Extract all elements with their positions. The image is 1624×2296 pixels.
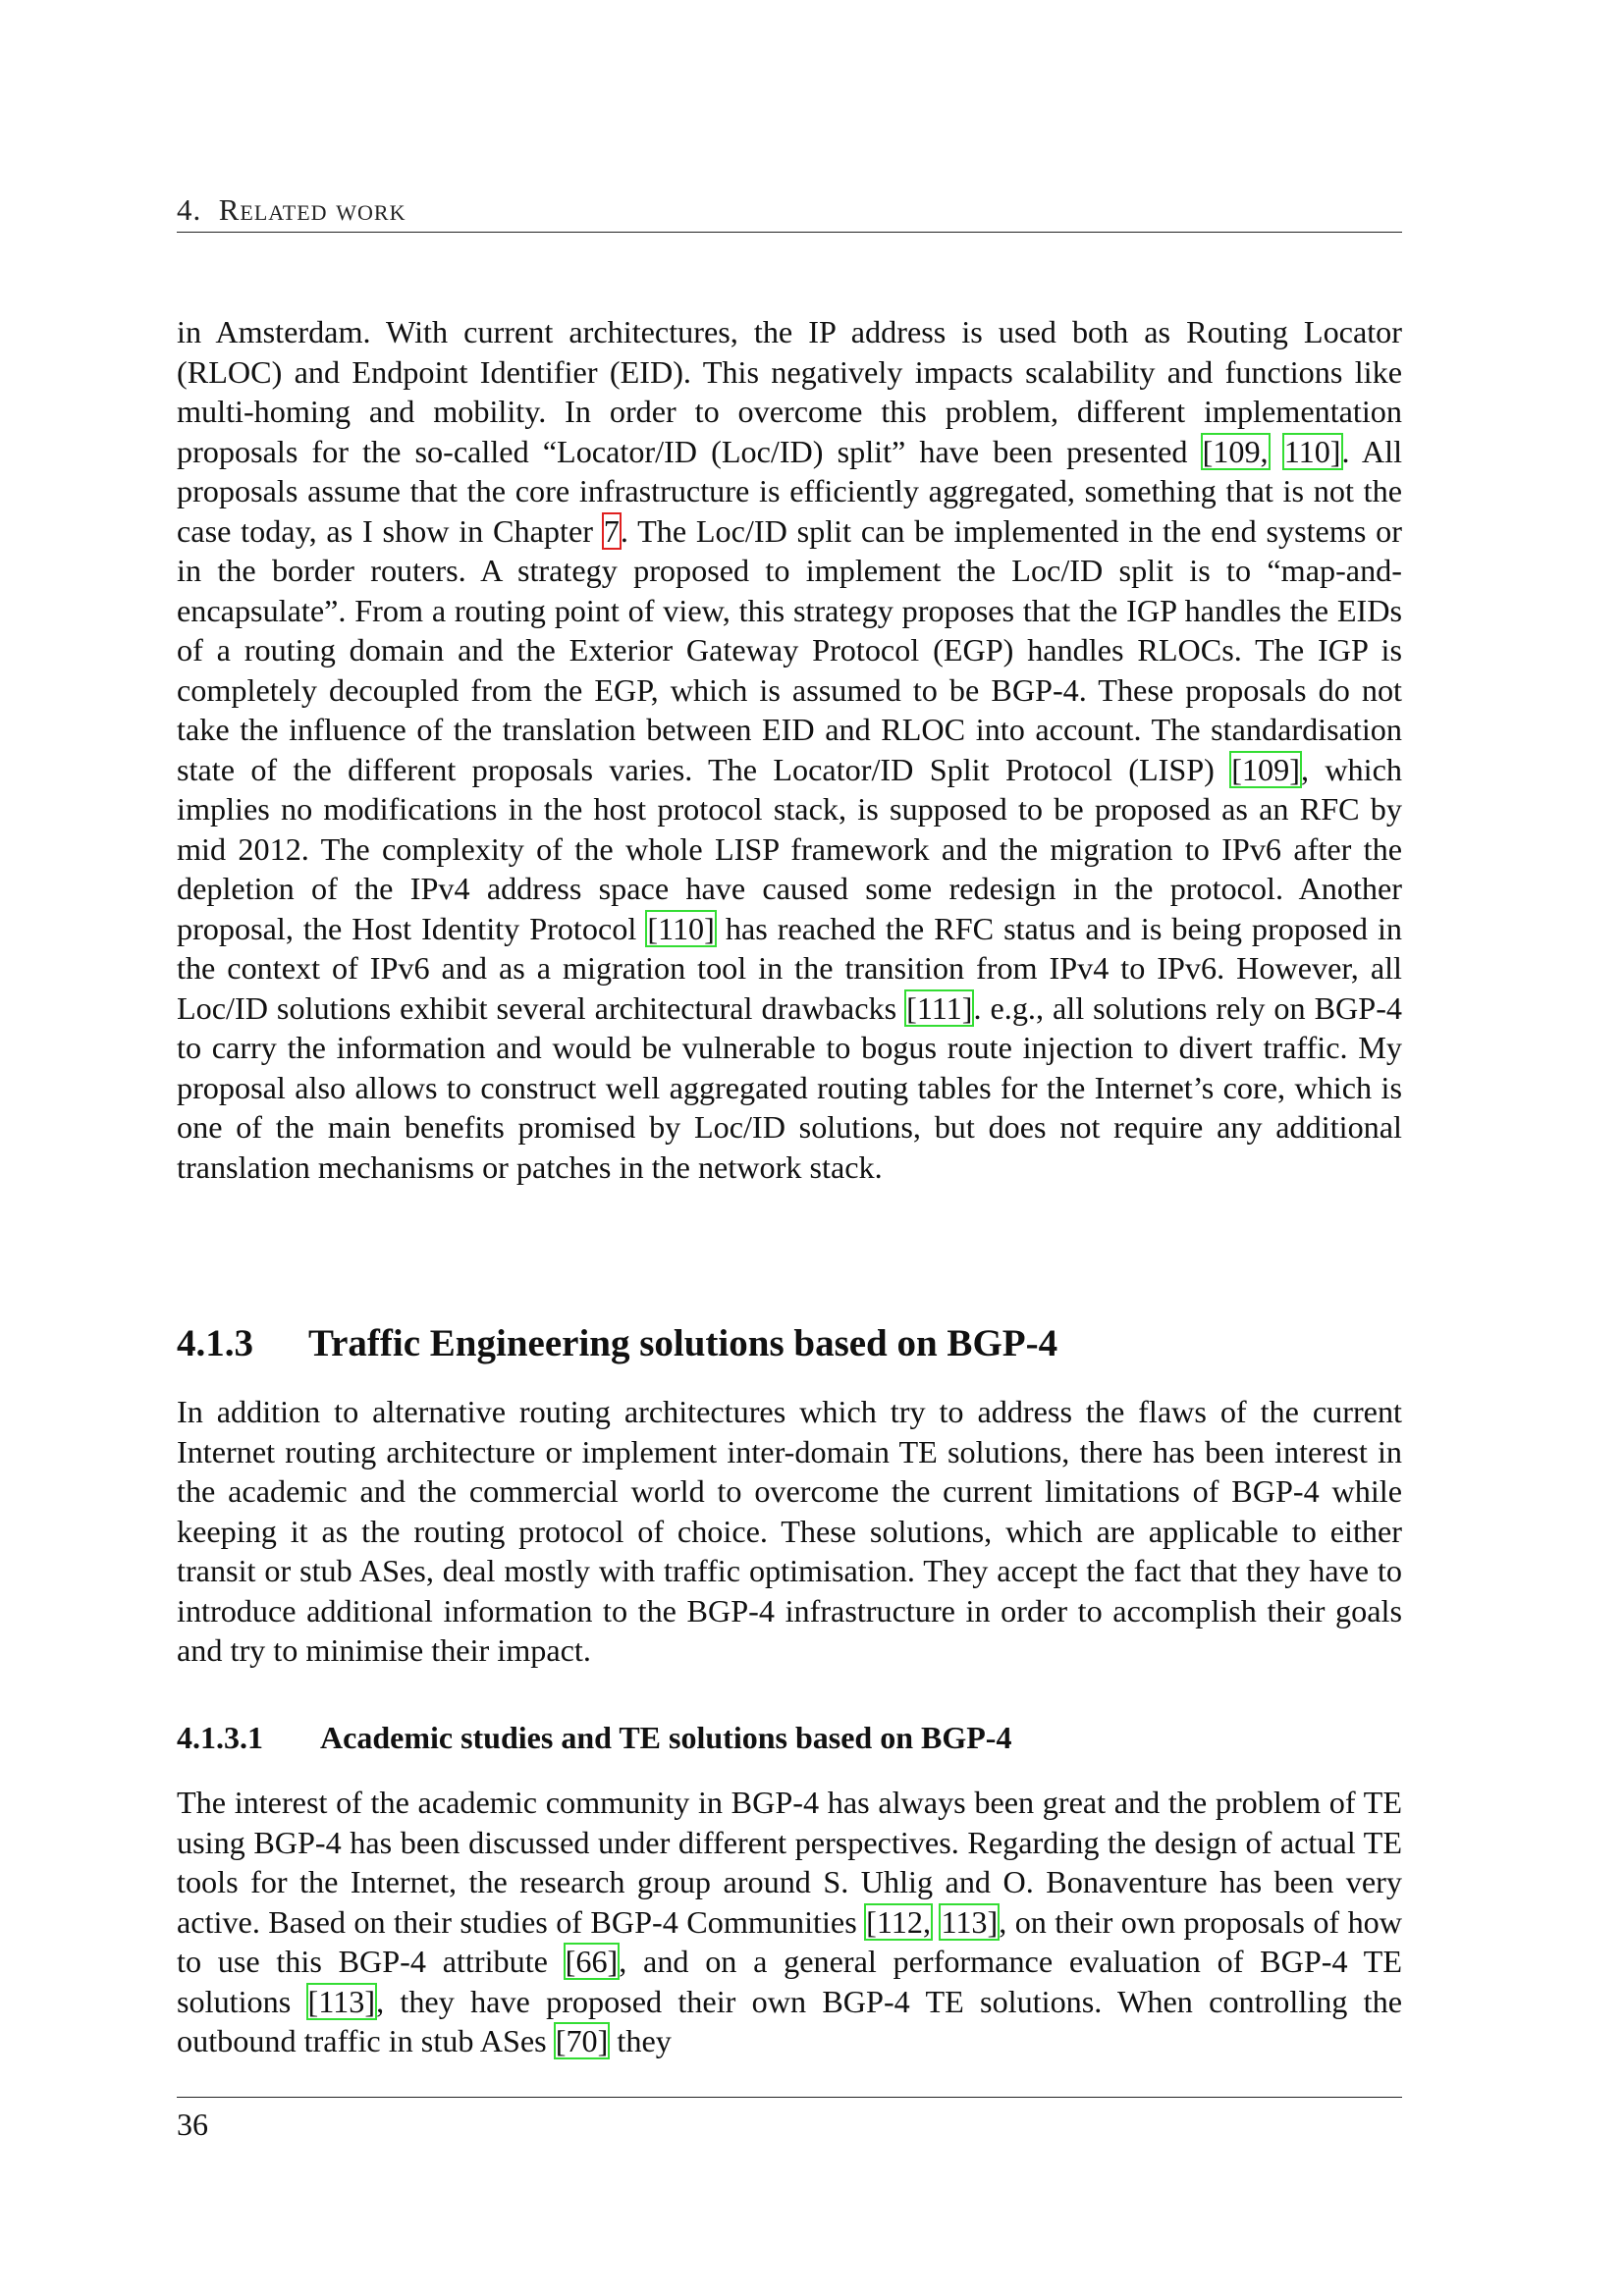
citation-link[interactable]: 113] bbox=[941, 1903, 999, 1940]
citation-link[interactable]: [70] bbox=[555, 2023, 609, 2058]
citation-link[interactable]: [113] bbox=[307, 1983, 376, 2019]
text-run: . e.g., all solutions rely on BGP-4 to carry the information and would be vulnerable to bogus route injection to divert traffic. My proposal also allows to construct well aggregated routing tables for the Internet’s core, which is one of the main benefits promised by Loc/ID solutions, but does not require any additional translation mechanisms or patches in the network stack. bbox=[177, 989, 1403, 1185]
text-run: in Amsterdam. With current architectures, the IP address is used both as Routing Locator (RLOC) and Endpoint Identifier (EID). This negatively impacts scalability and functions like multi-homing and mobility. In order to overcome this problem, different implementation proposals for the so-called “Locator/ID (Loc/ID) split” have been presented bbox=[177, 314, 1402, 469]
section-number: 4.1.3 bbox=[177, 1322, 253, 1364]
text-run: they bbox=[609, 2023, 672, 2058]
citation-link[interactable]: [110] bbox=[647, 910, 715, 946]
text-run: The interest of the academic community in BGP-4 has always been great and the problem of TE using BGP-4 has been discussed under different perspectives. Regarding the design of actual TE tools for the Internet, the research group around S. Uhlig and O. Bonaventure has been very active. Based on their studies of BGP-4 Communities bbox=[177, 1785, 1402, 1940]
text-run: . The Loc/ID split can be implemented in the end systems or in the border routers. A strategy proposed to implement the Loc/ID split is to “map-and-encapsulate”. From a routing point of view, this strategy proposes that the IGP handles the EIDs of a routing domain and the Exterior Gateway Protocol (EGP) handles RLOCs. The IGP is completely decoupled from the EGP, which is assumed to be BGP-4. These proposals do not take the influence of the translation between EID and RLOC into account. The standardisation state of the different proposals varies. The Locator/ID Split Protocol (LISP) bbox=[177, 512, 1402, 787]
text-run: , they have proposed their own BGP-4 TE solutions. When controlling the outbound traffic in stub ASes bbox=[177, 1983, 1402, 2058]
text-run: , on their own proposals of how to use this BGP-4 attribute bbox=[177, 1903, 1403, 1979]
paragraph-academic-studies bbox=[177, 1783, 1402, 2061]
section-heading bbox=[177, 1321, 1402, 1365]
text-run: , which implies no modifications in the host protocol stack, is supposed to be proposed as an RFC by mid 2012. The complexity of the whole LISP framework and the migration to IPv6 after the depletion of the IPv4 address space have caused some redesign in the protocol. Another proposal, the Host Identity Protocol bbox=[177, 751, 1402, 946]
citation-link[interactable]: [109, bbox=[1202, 433, 1269, 469]
paragraph-loc-id bbox=[177, 312, 1402, 1187]
subsection-heading bbox=[177, 1720, 1402, 1756]
subsection-number: 4.1.3.1 bbox=[177, 1720, 263, 1755]
chapter-title: Related work bbox=[218, 192, 406, 227]
header-rule bbox=[177, 232, 1402, 233]
chapter-number: 4. bbox=[177, 192, 202, 227]
footer-rule bbox=[177, 2097, 1402, 2098]
text-run: . All proposals assume that the core infrastructure is efficiently aggregated, something that is not the case today, as I show in Chapter bbox=[177, 433, 1403, 549]
citation-link[interactable]: [109] bbox=[1231, 751, 1300, 787]
text-run: , and on a general performance evaluation of BGP-4 TE solutions bbox=[177, 1944, 1402, 2019]
paragraph-te-intro: In addition to alternative routing architectures which try to address the flaws of the current Internet routing architecture or implement inter-domain TE solutions, there has been interest in the academic and the commercial world to overcome the current limitations of BGP-4 while keeping it as the routing protocol of choice. These solutions, which are applicable to either transit or stub ASes, deal mostly with traffic optimisation. They accept the fact that they have to introduce additional information to the BGP-4 infrastructure in order to accomplish their goals and try to minimise their impact. bbox=[177, 1394, 1402, 1668]
text-run bbox=[1270, 434, 1283, 469]
running-header bbox=[177, 192, 1402, 228]
citation-link[interactable]: [112, bbox=[866, 1903, 932, 1940]
citation-link[interactable]: [111] bbox=[906, 989, 973, 1026]
text-run: has reached the RFC status and is being proposed in the context of IPv6 and as a migration tool in the transition from IPv4 to IPv6. However, all Loc/ID solutions exhibit several architectural drawbacks bbox=[177, 910, 1402, 1026]
page-number: 36 bbox=[177, 2107, 208, 2142]
citation-link[interactable]: [66] bbox=[565, 1944, 619, 1979]
chapter-reference-link[interactable]: 7 bbox=[603, 512, 620, 549]
citation-link[interactable]: 110] bbox=[1283, 433, 1341, 469]
section-title: Traffic Engineering solutions based on BGP-4 bbox=[308, 1322, 1058, 1364]
subsection-title: Academic studies and TE solutions based on BGP-4 bbox=[320, 1720, 1012, 1755]
